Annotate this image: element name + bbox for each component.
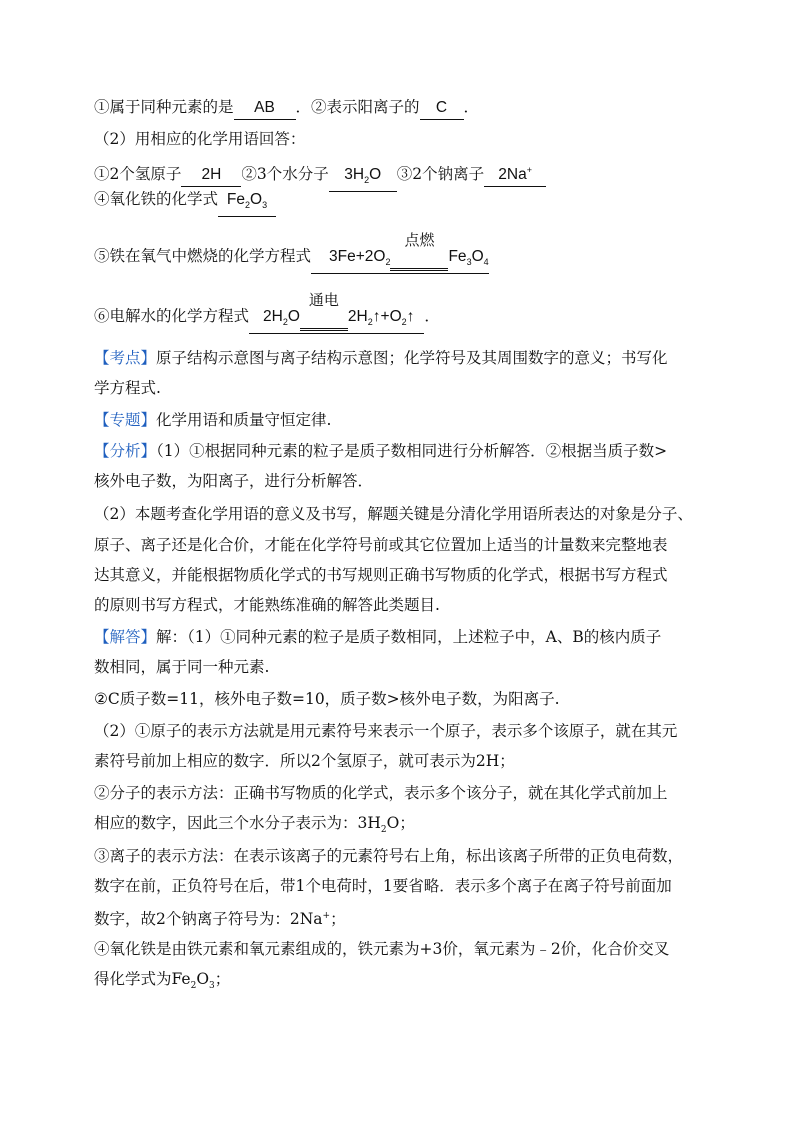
jieda-line-8: ③离子的表示方法：在表示该离子的元素符号右上角，标出该离子所带的正负电荷数， — [94, 847, 684, 865]
formula-part: Fe — [226, 191, 246, 208]
text: ②3个水分子 — [241, 165, 329, 184]
zhuanti-line — [94, 409, 714, 432]
answer-line-4 — [94, 188, 714, 217]
formula-part: Fe — [448, 248, 467, 265]
jieda-line-10 — [94, 905, 714, 930]
subscript: 3 — [262, 200, 268, 211]
formula-part: 2H — [347, 308, 368, 325]
answer-blank — [218, 189, 276, 217]
text: 化学用语和质量守恒定律. — [156, 411, 332, 429]
text: ； — [214, 970, 231, 988]
text: ⑥电解水的化学方程式 — [94, 307, 250, 325]
fenxi-line-5: 达其意义，并能根据物质化学式的书写规则正确书写物质的化学式，根据书写方程式 — [94, 566, 668, 584]
fenxi-tag: 【分析】 — [94, 443, 157, 460]
condition-text: 点燃 — [404, 231, 435, 249]
reaction-condition — [390, 231, 448, 271]
answer-blank: AB — [234, 97, 296, 120]
jieda-line-2: 数相同，属于同一种元素. — [94, 658, 270, 676]
jieda-line-11: ④氧化铁是由铁元素和氧元素组成的，铁元素为+3价，氧元素为﹣2价，化合价交叉 — [94, 940, 670, 958]
text: O； — [386, 814, 415, 832]
text: ①属于同种元素的是 — [94, 98, 234, 116]
subscript: 2 — [401, 317, 407, 328]
fenxi-line-3: （2）本题考查化学用语的意义及书写，解题关键是分清化学用语所表达的对象是分子、 — [94, 505, 693, 523]
answer-line-5 — [94, 231, 714, 274]
fenxi-line-4: 原子、离子还是化合价，才能在化学符号前或其它位置加上适当的计量数来完整地表 — [94, 536, 668, 554]
jieda-line-6: ②分子的表示方法：正确书写物质的化学式，表示多个该分子，就在其化学式前加上 — [94, 784, 668, 802]
subscript: 4 — [483, 257, 489, 268]
subscript: 2 — [245, 200, 251, 211]
jieda-line-3: ②C质子数=11，核外电子数=10，质子数>核外电子数，为阳离子. — [94, 690, 560, 708]
condition-text: 通电 — [308, 291, 339, 309]
text: ①2个氢原子 — [94, 165, 182, 184]
formula-part: O — [287, 308, 300, 325]
superscript: + — [526, 165, 532, 175]
formula-part: O — [250, 191, 263, 208]
formula-part: 3H — [344, 166, 365, 184]
text: ．②表示阳离子的 — [295, 98, 420, 116]
jieda-line-9: 数字在前，正负符号在后，带1个电荷时，1要省略．表示多个离子在离子符号前面加 — [94, 877, 672, 895]
kaodian-line-1 — [94, 347, 714, 370]
answer-line-6 — [94, 291, 714, 334]
text: ③2个钠离子 — [396, 165, 485, 184]
jieda-line-5: 素符号前加上相应的数字．所以2个氢原子，就可表示为2H； — [94, 752, 515, 770]
text: ． — [463, 98, 480, 116]
answer-blank: 2H — [181, 164, 241, 187]
formula-part: 2H — [263, 308, 283, 325]
reaction-condition — [300, 291, 348, 331]
subscript: 2 — [364, 175, 370, 186]
subscript: 3 — [466, 257, 472, 268]
jieda-tag: 【解答】 — [94, 629, 157, 646]
fenxi-line-1 — [94, 440, 714, 463]
text: 原子结构示意图与离子结构示意图；化学符号及其周围数字的意义；书写化 — [156, 349, 668, 367]
subscript: 2 — [380, 825, 387, 836]
subscript: 2 — [282, 317, 288, 328]
text: 得化学式为Fe — [94, 970, 191, 988]
answer-blank — [484, 159, 546, 187]
formula-part: ↑ — [406, 308, 415, 325]
formula-part: 3Fe+2O — [329, 248, 386, 265]
text: ④氧化铁的化学式 — [94, 190, 219, 208]
subscript: 2 — [385, 257, 391, 268]
jieda-line-4: （2）①原子的表示方法就是用元素符号来表示一个原子，表示多个该原子，就在其元 — [94, 722, 678, 740]
subscript: 2 — [367, 317, 373, 328]
subscript: 3 — [209, 981, 215, 992]
equation-blank — [249, 291, 424, 334]
text: ⑤铁在氧气中燃烧的化学方程式 — [94, 247, 312, 265]
formula-part: ↑+O — [372, 308, 402, 325]
text: O — [196, 970, 210, 988]
formula-part: O — [471, 248, 484, 265]
answer-line-1 — [94, 96, 714, 120]
jieda-line-12 — [94, 968, 714, 997]
equation-blank — [311, 231, 489, 274]
text: ； — [330, 910, 346, 929]
jieda-line-1 — [94, 626, 714, 649]
text: ． — [424, 307, 440, 325]
fenxi-line-2: 核外电子数，为阳离子，进行分析解答． — [94, 472, 374, 490]
subscript: 2 — [190, 981, 197, 992]
formula-part: 2Na — [498, 166, 527, 184]
fenxi-line-6: 的原则书写方程式，才能熟练准确的解答此类题目. — [94, 596, 440, 614]
text: 数字，故2个钠离子符号为：2Na — [94, 910, 323, 929]
answer-blank: C — [420, 97, 464, 120]
superscript: + — [322, 911, 331, 921]
zhuanti-tag: 【专题】 — [94, 412, 157, 429]
text: （1）①根据同种元素的粒子是质子数相同进行分析解答．②根据当质子数> — [156, 442, 668, 460]
formula-part: O — [369, 166, 382, 184]
text: 解：（1）①同种元素的粒子是质子数相同，上述粒子中，A、B的核内质子 — [156, 628, 662, 646]
jieda-line-7 — [94, 812, 714, 841]
kaodian-tag: 【考点】 — [94, 350, 157, 367]
text: 相应的数字，因此三个水分子表示为：3H — [94, 814, 381, 832]
kaodian-line-2: 学方程式. — [94, 379, 161, 397]
question-2-heading: （2）用相应的化学用语回答： — [94, 130, 306, 148]
